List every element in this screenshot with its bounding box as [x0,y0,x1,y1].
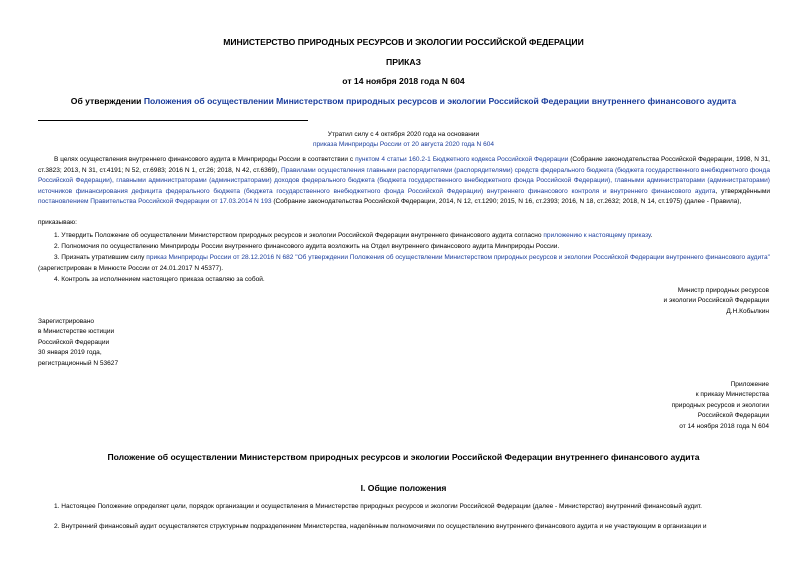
item-1 [38,231,770,242]
appendix-line-2: к приказу Министерства [695,391,769,399]
item-3 [38,253,770,274]
registration-line-2: в Министерстве юстиции [38,328,115,336]
repealed-order-link[interactable]: приказ Минприроды России от 28.12.2016 N 682 "Об утверждении Положения об осуществлении Министерством природных ресурсов и экологии Российской Федерации внутреннего финансового аудита" [146,254,770,261]
order-word: приказываю: [38,219,77,226]
registration-line-1: Зарегистрировано [38,318,95,325]
budget-code-link[interactable]: пунктом 4 статьи 160.2-1 Бюджетного кодекса Российской Федерации [355,156,569,163]
title-link[interactable]: Положения об осуществлении Министерством природных ресурсов и экологии Российской Федерации внутреннего финансового аудита [143,96,737,106]
registration-line-4: 30 января 2019 года, [38,349,102,357]
title-prefix: Об утверждении [70,96,144,106]
separator-line [38,120,308,121]
item-1-end: . [650,232,653,239]
status-link[interactable]: приказа Минприроды России от 20 августа 2020 года N 604 [313,141,494,149]
appendix-line-4: Российской Федерации [697,412,769,420]
regulation-title: Положение об осуществлении Министерством природных ресурсов и экологии Российской Федерации внутреннего финансового аудита [107,452,700,462]
appendix-link[interactable]: приложению к настоящему приказу [543,232,651,239]
ministry-heading: МИНИСТЕРСТВО ПРИРОДНЫХ РЕСУРСОВ И ЭКОЛОГИИ РОССИЙСКОЙ ФЕДЕРАЦИИ [223,37,584,47]
preamble-text-2: (Собрание законодательства Российской Федерации, 1998, N 31, ст.3823; 2013, N 31, ст.4191; N 52, ст.6983; 2016 N 1, ст.26; 2018, N 42, ст.6369), [38,156,770,174]
registration-block [38,317,338,369]
signature-block [469,286,769,317]
status-note [0,130,807,151]
doc-type-heading: ПРИКАЗ [386,57,421,67]
item-2: 2. Полномочия по осуществлению Минприроды России внутреннего финансового аудита возложить на Отдел внутреннего финансового аудита Минприроды России. [54,243,560,250]
signature-name: Д.Н.Кобылкин [726,307,769,315]
item-3-end: (зарегистрирован в Минюсте России от 24.01.2017 N 45377). [38,264,224,272]
rules-link[interactable]: Правилами осуществления главными распорядителями (распорядителями) средств федерального бюджета (бюджета государственного внебюджетного фонда Российской Федерации), главными администраторами (администраторами) доходов федерального бюджета (бюджета государственного внебюджетного фонда Российской Федерации), главными администраторами (администраторами) источников финансирования дефицита федерального бюджета (бюджета государственного внебюджетного фонда Российской Федерации) внутреннего финансового контроля и внутреннего финансового аудита [38,166,770,195]
document-title [0,96,807,106]
appendix-line-3: природных ресурсов и экологии [671,401,769,409]
preamble-text-3: , утверждёнными [715,187,770,195]
appendix-line-5: от 14 ноября 2018 года N 604 [679,422,769,430]
signature-line-2: и экологии Российской Федерации [663,297,769,305]
regulation-paragraph-2: 2. Внутренний финансовый аудит осуществляется структурным подразделением Министерства, наделённым полномочиями по осуществлению внутреннего финансового аудита и не участвующим в организации и [54,523,707,530]
item-3-text: 3. Признать утратившим силу [54,254,147,261]
government-resolution-link[interactable]: постановлением Правительства Российской Федерации от 17.03.2014 N 193 [38,198,272,206]
preamble-paragraph [38,155,770,208]
registration-line-5: регистрационный N 53627 [38,359,119,367]
section-1-heading: I. Общие положения [360,483,447,493]
item-4: 4. Контроль за исполнением настоящего приказа оставляю за собой. [54,276,265,283]
item-1-text: 1. Утвердить Положение об осуществлении Министерством природных ресурсов и экологии Российской Федерации внутреннего финансового аудита согласно [54,232,544,239]
appendix-block [469,380,769,432]
date-number-heading: от 14 ноября 2018 года N 604 [342,76,465,86]
status-line-1: Утратил силу с 4 октября 2020 года на основании [327,131,480,138]
appendix-line-1: Приложение [730,381,769,388]
preamble-text-1: В целях осуществления внутреннего финансового аудита в Минприроды России в соответствии с [54,156,356,163]
preamble-text-4: (Собрание законодательства Российской Федерации, 2014, N 12, ст.1290; 2015, N 16, ст.2393; 2016, N 18, ст.2632; 2018, N 14, ст.1975) (далее - Правила), [271,198,742,206]
regulation-paragraph-1: 1. Настоящее Положение определяет цели, порядок организации и осуществления в Министерстве природных ресурсов и экологии Российской Федерации (далее - Министерство) внутренний финансовый аудит. [54,503,702,510]
registration-line-3: Российской Федерации [38,338,110,346]
signature-line-1: Министр природных ресурсов [677,287,769,294]
